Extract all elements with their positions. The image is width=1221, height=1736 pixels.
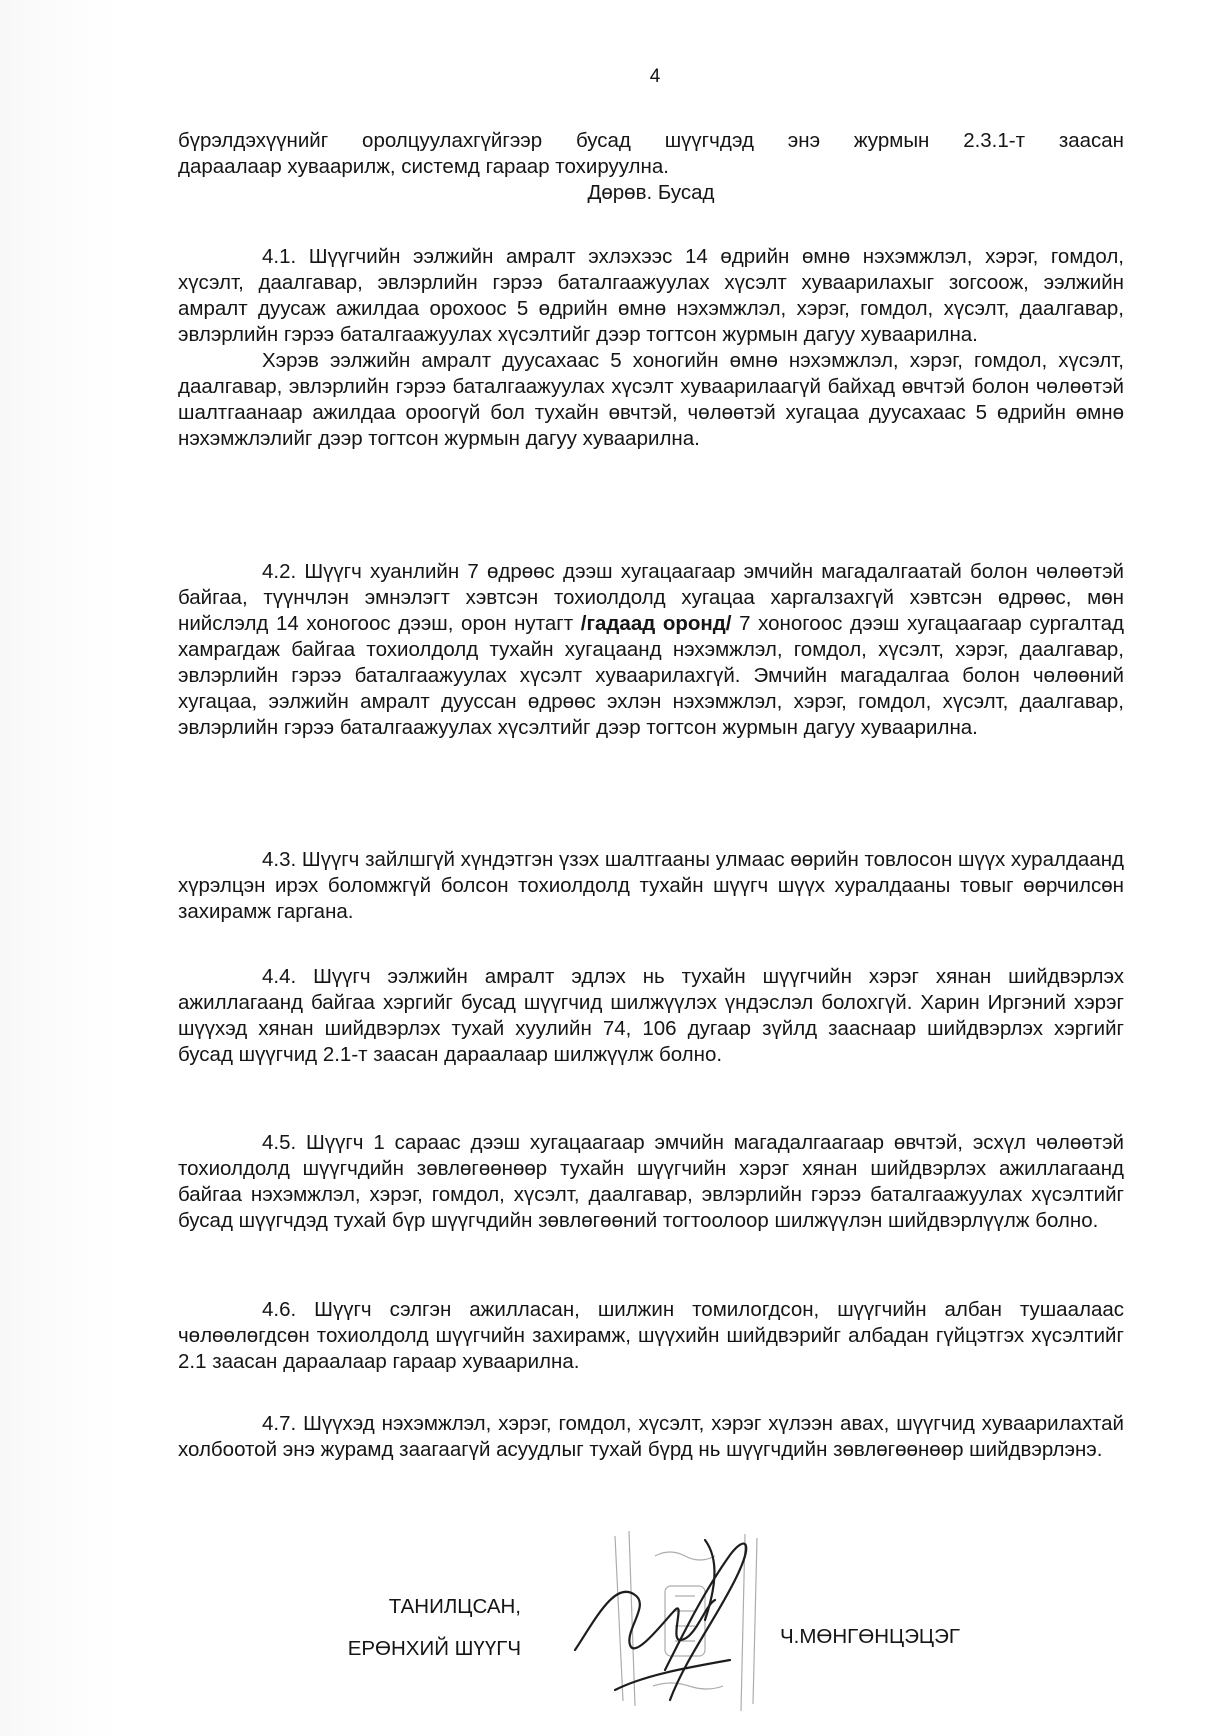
bold-text-run: /гадаад оронд/ (580, 612, 732, 635)
paragraph-4-4 (178, 964, 1124, 1068)
text-run: 7 хоногоос дээш хугацаагаар сургалтад хамрагдаж байгаа тохиолдолд тухайн хугацаанд нэхэмжлэл, гомдол, хүсэлт, хэрэг, даалгавар, эвлэрлийн гэрээ баталгаажуулах хүсэлт хуваарилахгүй. Эмчийн магадалгаа болон чөлөөний хугацаа, ээлжийн амралт дууссан өдрөөс эхлэн нэхэмжлэл, хэрэг, гомдол, хүсэлт, даалгавар, эвлэрлийн гэрээ баталгаажуулах хүсэлтийг дээр тогтсон журмын дагуу хуваарилна. (178, 612, 1124, 739)
paragraph-text: 4.4. Шүүгч ээлжийн амралт эдлэх нь тухайн шүүгчийн хэрэг хянан шийдвэрлэх ажиллагаанд байгаа хэргийг бусад шүүгчид шилжүүлэх үндэслэл болохгүй. Харин Иргэний хэрэг шүүхэд хянан шийдвэрлэх тухай хуулийн 74, 106 дугаар зүйлд зааснаар шийдвэрлэх хэргийг бусад шүүгчид 2.1-т заасан дараалаар шилжүүлж болно. (178, 965, 1124, 1066)
acknowledged-label: ТАНИЛЦСАН, (388, 1595, 521, 1618)
intro-block (178, 128, 1124, 206)
paragraph-text: 4.7. Шүүхэд нэхэмжлэл, хэрэг, гомдол, хүсэлт, хэрэг хүлээн авах, шүүгчид хуваарилахтай холбоотой энэ журамд заагаагүй асуудлыг тухай бүрд нь шүүгчдийн зөвлөгөөнөөр шийдвэрлэнэ. (178, 1412, 1124, 1461)
paragraph-4-5 (178, 1130, 1124, 1234)
paragraph-text: Хэрэв ээлжийн амралт дуусахаас 5 хоногийн өмнө нэхэмжлэл, хэрэг, гомдол, хүсэлт, даалгавар, эвлэрлийн гэрээ баталгаажуулах хүсэлт хуваарилаагүй байхад өвчтэй болон чөлөөтэй шалтгаанаар ажилдаа ороогүй бол тухайн өвчтэй, чөлөөтэй хугацаа дуусахаас 5 өдрийн өмнө нэхэмжлэлийг дээр тогтсон журмын дагуу хуваарилна. (178, 349, 1124, 450)
paragraph-4-3 (178, 847, 1124, 925)
intro-line: дараалаар хуваарилж, системд гараар тохируулна. (178, 155, 669, 178)
scan-shadow (0, 0, 120, 1736)
paragraph-4-2 (178, 559, 1124, 741)
paragraph-text: 4.6. Шүүгч сэлгэн ажилласан, шилжин томилогдсон, шүүгчийн албан тушаалаас чөлөөлөгдсөн тохиолдолд шүүгчийн захирамж, шүүхийн шийдвэрийг албадан гүйцэтгэх хүсэлтийг 2.1 заасан дараалаар гараар хуваарилна. (178, 1298, 1124, 1373)
text-run: 4.2. Шүүгч хуанлийн 7 өдрөөс дээш хугацаагаар эмчийн магадалгаатай болон чөлөөтэй байгаа, түүнчлэн эмнэлэгт хэвтсэн тохиолдолд хугацаа харгалзахгүй хэвтсэн өдрөөс, мөн нийслэлд 14 хоногоос дээш, орон нутагт (178, 560, 1124, 635)
paragraph-text: 4.1. Шүүгчийн ээлжийн амралт эхлэхээс 14 өдрийн өмнө нэхэмжлэл, хэрэг, гомдол, хүсэлт, даалгавар, эвлэрлийн гэрээ баталгаажуулах хүсэлт хуваарилахыг зогсоож, ээлжийн амралт дуусаж ажилдаа орохоос 5 өдрийн өмнө нэхэмжлэл, хэрэг, гомдол, хүсэлт, даалгавар, эвлэрлийн гэрээ баталгаажуулах хүсэлтийг дээр тогтсон журмын дагуу хуваарилна. (178, 245, 1124, 346)
chief-judge-title: ЕРӨНХИЙ ШҮҮГЧ (347, 1637, 521, 1660)
paragraph-4-7 (178, 1411, 1124, 1463)
paragraph-4-1 (178, 244, 1124, 452)
page-number: 4 (649, 66, 661, 87)
signer-name: Ч.МӨНГӨНЦЭЦЭГ (780, 1625, 960, 1648)
paragraph-4-6 (178, 1297, 1124, 1375)
signature-icon (555, 1500, 785, 1730)
paragraph-text: 4.3. Шүүгч зайлшгүй хүндэтгэн үзэх шалтгааны улмаас өөрийн товлосон шүүх хуралдаанд хүрэлцэн ирэх боломжгүй болсон тохиолдолд тухайн шүүгч шүүх хуралдааны товыг өөрчилсөн захирамж гаргана. (178, 848, 1124, 923)
paragraph-text (178, 559, 1124, 741)
section-heading: Дөрөв. Бусад (587, 181, 715, 204)
intro-line: бүрэлдэхүүнийг оролцуулахгүйгээр бусад шүүгчдэд энэ журмын 2.3.1-т заасан (178, 129, 1124, 152)
paragraph-text: 4.5. Шүүгч 1 сараас дээш хугацаагаар эмчийн магадалгаагаар өвчтэй, эсхүл чөлөөтэй тохиолдолд шүүгчдийн зөвлөгөөнөөр тухайн шүүгчийн хэрэг хянан шийдвэрлэх ажиллагаанд байгаа нэхэмжлэл, хэрэг, гомдол, хүсэлт, даалгавар, эвлэрлийн гэрээ баталгаажуулах хүсэлтийг бусад шүүгчдэд тухай бүр шүүгчдийн зөвлөгөөний тогтоолоор шилжүүлэн шийдвэрлүүлж болно. (178, 1131, 1124, 1232)
